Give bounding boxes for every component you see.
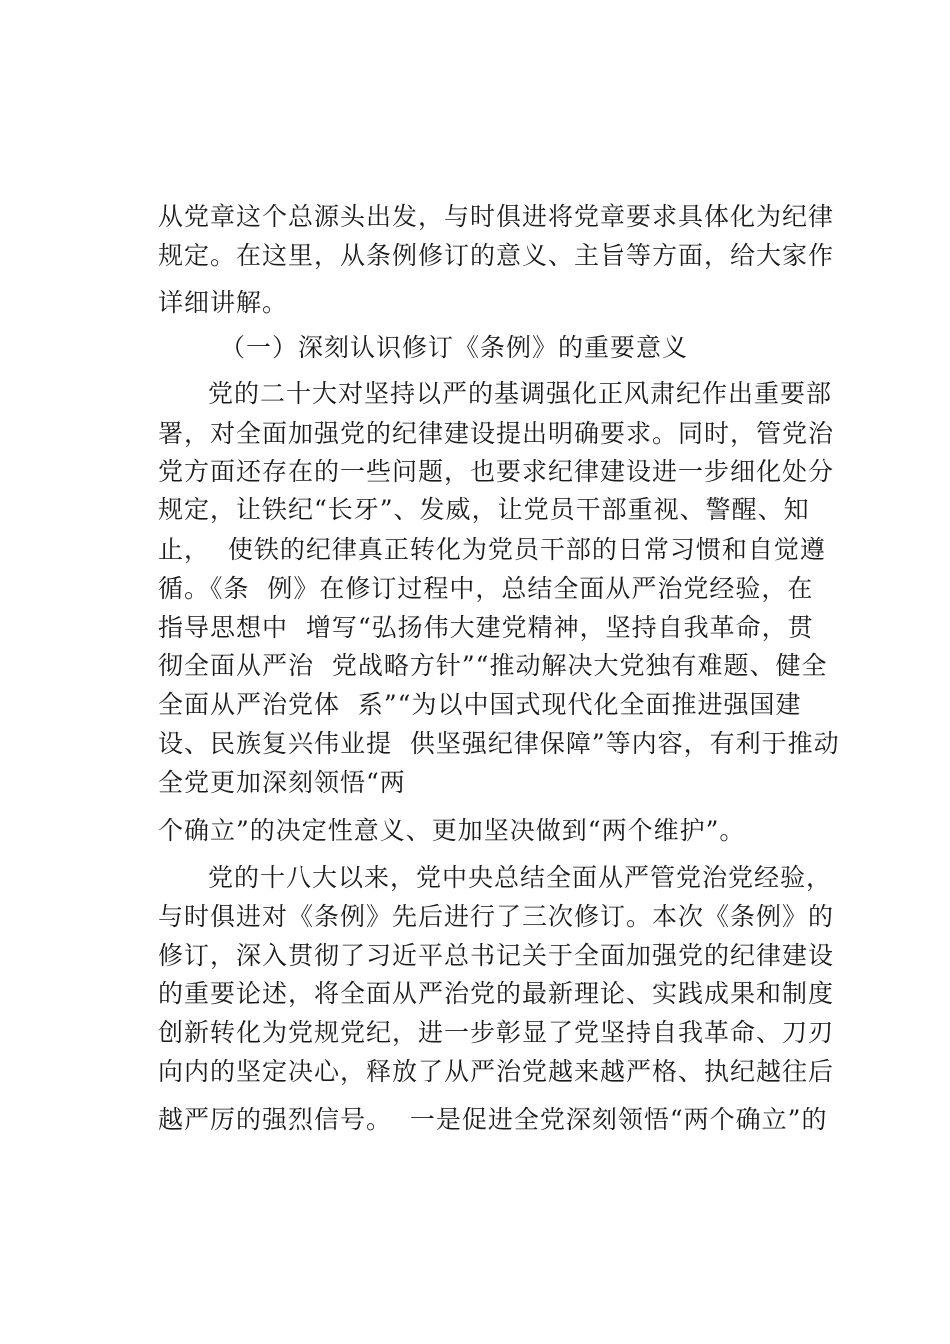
text-line: 向内的坚定决心，释放了从严治党越来越严格、执纪越往后 <box>158 1057 835 1086</box>
text-line: 党的二十大对坚持以严的基调强化正风肃纪作出重要部 <box>208 379 833 408</box>
text-line: 创新转化为党规党纪，进一步彰显了党坚持自我革命、刀刃 <box>158 1018 835 1047</box>
text-line: 越严厉的强烈信号。 一是促进全党深刻领悟“两个确立”的 <box>158 1105 828 1134</box>
text-line: 全党更加深刻领悟“两 <box>158 768 406 797</box>
text-line: 党的十八大以来，党中央总结全面从严管党治党经验， <box>208 863 833 892</box>
text-line: 彻全面从严治 党战略方针”“推动解决大党独有难题、健全 <box>158 651 828 680</box>
text-line: 详细讲解。 <box>158 288 289 317</box>
text-line: 与时俱进对《条例》先后进行了三次修订。本次《条例》的 <box>158 902 835 931</box>
text-line: 党方面还存在的一些问题，也要求纪律建设进一步细化处分 <box>158 457 835 486</box>
section-heading: （一）深刻认识修订《条例》的重要意义 <box>220 333 689 362</box>
text-line: 修订，深入贯彻了习近平总书记关于全面加强党的纪律建设 <box>158 941 835 970</box>
text-line: 规定，让铁纪“长牙”、发威，让党员干部重视、警醒、知 <box>158 495 810 524</box>
text-line: 止， 使铁的纪律真正转化为党员干部的日常习惯和自觉遵 <box>158 535 826 564</box>
text-line: 设、民族复兴伟业提 供坚强纪律保障”等内容，有利于推动 <box>158 729 840 758</box>
text-line: 全面从严治党体 系”“为以中国式现代化全面推进强国建 <box>158 690 802 719</box>
text-line: 署，对全面加强党的纪律建设提出明确要求。同时，管党治 <box>158 419 835 448</box>
text-line: 指导思想中 增写“弘扬伟大建党精神，坚持自我革命，贯 <box>158 613 814 642</box>
text-line: 循。《条 例》在修订过程中，总结全面从严治党经验，在 <box>158 574 814 603</box>
text-line: 从党章这个总源头出发，与时俱进将党章要求具体化为纪律 <box>158 202 835 231</box>
text-line: 规定。在这里，从条例修订的意义、主旨等方面，给大家作 <box>158 241 835 270</box>
text-line: 个确立”的决定性意义、更加坚决做到“两个维护”。 <box>158 816 746 845</box>
text-line: 的重要论述，将全面从严治党的最新理论、实践成果和制度 <box>158 979 835 1008</box>
